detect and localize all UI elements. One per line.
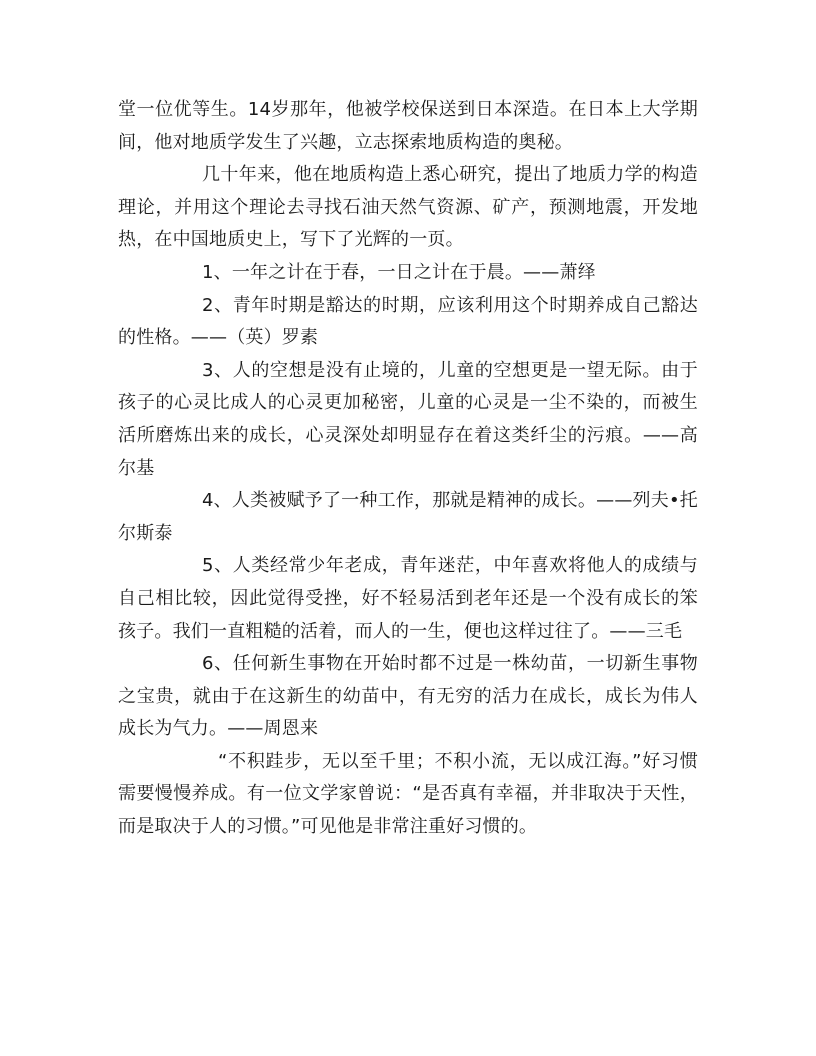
- paragraph-good-habits: “不积跬步，无以至千里；不积小流，无以成江海。”好习惯需要慢慢养成。有一位文学家曾说：“是否真有幸福，并非取决于天性，而是取决于人的习惯。”可见他是非常注重好习惯的。: [118, 750, 698, 838]
- quote-item-1: 1、一年之计在于春，一日之计在于晨。——萧绎: [202, 261, 596, 283]
- paragraph-geology-career: 几十年来，他在地质构造上悉心研究，提出了地质力学的构造理论，并用这个理论去寻找石油天然气资源、矿产，预测地震，开发地热，在中国地质史上，写下了光辉的一页。: [118, 164, 698, 251]
- quote-item-3: 3、人的空想是没有止境的，儿童的空想更是一望无际。由于孩子的心灵比成人的心灵更加秘密，儿童的心灵是一尘不染的，而被生活所磨炼出来的成长，心灵深处却明显存在着这类纤尘的污痕。——高尔基: [118, 359, 698, 479]
- quote-item-2: 2、青年时期是豁达的时期，应该利用这个时期养成自己豁达的性格。——（英）罗素: [118, 294, 698, 349]
- document-body: [118, 94, 698, 844]
- quote-item-5: 5、人类经常少年老成，青年迷茫，中年喜欢将他人的成绩与自己相比较，因此觉得受挫，好不轻易活到老年还是一个没有成长的笨孩子。我们一直粗糙的活着，而人的一生，便也这样过往了。——三毛: [118, 555, 698, 642]
- quote-item-4: 4、人类被赋予了一种工作，那就是精神的成长。——列夫•托尔斯泰: [118, 490, 698, 544]
- quote-item-6: 6、任何新生事物在开始时都不过是一株幼苗，一切新生事物之宝贵，就由于在这新生的幼苗中，有无穷的活力在成长，成长为伟人成长为气力。——周恩来: [118, 653, 698, 740]
- paragraph-continuation: 堂一位优等生。14岁那年，他被学校保送到日本深造。在日本上大学期间，他对地质学发生了兴趣，立志探索地质构造的奥秘。: [118, 99, 698, 153]
